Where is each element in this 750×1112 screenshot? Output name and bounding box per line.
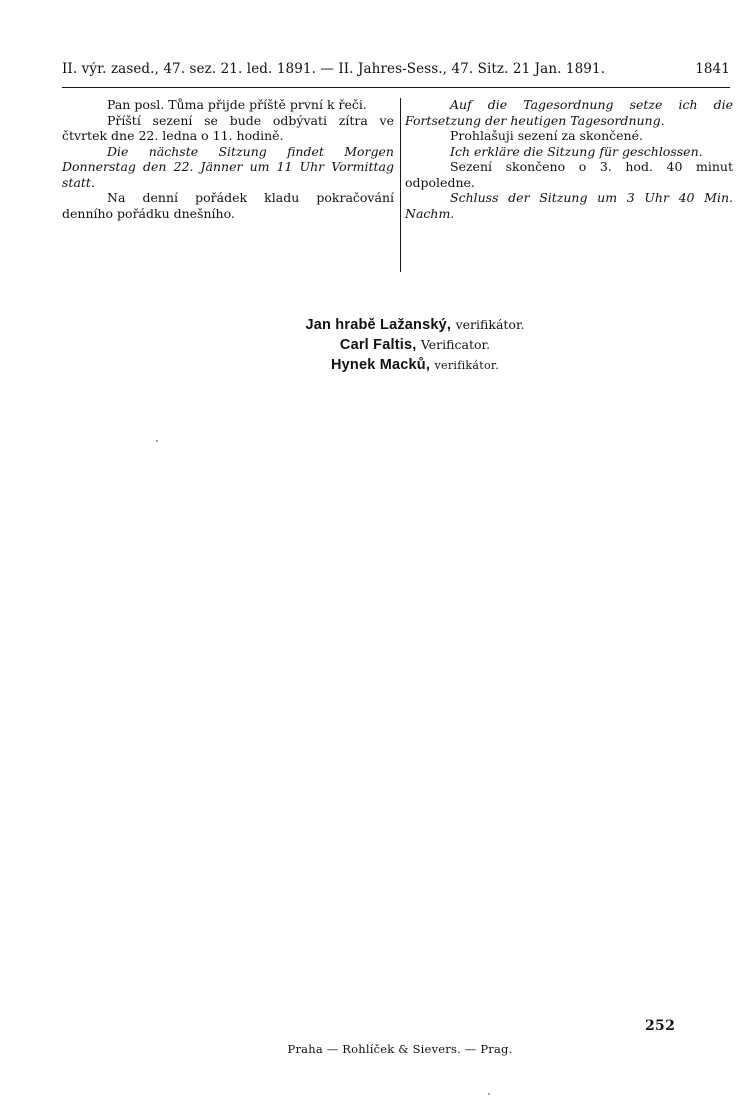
right-column-german: [405, 97, 733, 221]
signature-line: [245, 335, 585, 355]
scan-speck: [156, 440, 158, 442]
verifier-signatures: [245, 315, 585, 376]
verifier-name: Carl Faltis,: [339, 337, 417, 353]
paragraph: Sezení skončeno o 3. hod. 40 minut odpoledne.: [405, 159, 733, 190]
verifier-role: verifikátor.: [455, 317, 525, 332]
paragraph: Die nächste Sitzung findet Morgen Donnerstag den 22. Jänner um 11 Uhr Vormittag statt.: [62, 143, 394, 190]
printer-imprint: Praha — Rohlíček & Sievers. — Prag.: [287, 1042, 513, 1056]
verifier-role: verifikátor.: [434, 359, 500, 372]
header-rule: [62, 87, 730, 88]
paragraph: Auf die Tagesordnung setze ich die Fortsetzung der heutigen Tagesordnung.: [405, 97, 733, 128]
sheet-number: 252: [645, 1018, 676, 1034]
running-header: [62, 62, 730, 84]
left-column-czech: [62, 97, 394, 221]
verifier-name: Jan hrabě Lažanský,: [305, 317, 452, 333]
paragraph: Příští sezení se bude odbývati zítra ve čtvrtek dne 22. ledna o 11. hodině.: [62, 112, 394, 143]
paragraph: Pan posl. Tůma přijde příště první k řeči.: [107, 97, 367, 112]
running-title: II. výr. zased., 47. sez. 21. led. 1891. — II. Jahres-Sess., 47. Sitz. 21 Jan. 1891.: [62, 62, 606, 77]
paragraph: Prohlašuji sezení za skončené.: [450, 128, 643, 143]
scan-speck: [488, 1093, 490, 1095]
signature-line: [245, 355, 585, 376]
signature-line: [245, 315, 585, 335]
paragraph: Ich erkläre die Sitzung für geschlossen.: [450, 143, 703, 159]
header-page-number: 1841: [695, 62, 730, 77]
verifier-role: Verificator.: [420, 337, 491, 352]
column-divider: [400, 98, 401, 272]
verifier-name: Hynek Macků,: [330, 357, 431, 373]
paragraph: Na denní pořádek kladu pokračování denního pořádku dnešního.: [62, 190, 394, 221]
paragraph: Schluss der Sitzung um 3 Uhr 40 Min. Nachm.: [405, 190, 733, 221]
